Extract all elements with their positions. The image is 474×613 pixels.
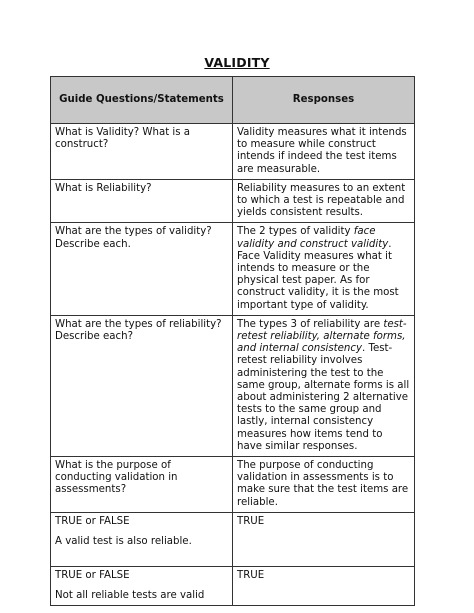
table-row — [51, 223, 415, 315]
response-emphasis: face validity and construct validity — [237, 226, 389, 250]
table-row — [51, 315, 415, 456]
true-false-label: TRUE or FALSE — [55, 569, 130, 581]
response-emphasis: test-retest reliability, alternate forms, and internal consistency — [237, 318, 407, 355]
question-cell: What are the types of validity? Describe each. — [51, 223, 233, 315]
table-header-row — [51, 77, 415, 124]
table-row — [51, 124, 415, 180]
table-row — [51, 512, 415, 566]
response-cell — [233, 315, 415, 456]
response-cell: Validity measures what it intends to measure while construct intends if indeed the test items are measurable. — [233, 124, 415, 180]
response-cell — [233, 223, 415, 315]
table-row — [51, 457, 415, 513]
response-cell: Reliability measures to an extent to which a test is repeatable and yields consistent results. — [233, 179, 415, 223]
header-guide-questions: Guide Questions/Statements — [51, 77, 233, 124]
response-text: . Face Validity measures what it intends to measure or the physical test paper. As for construct validity, it is the most important type of validity. — [237, 238, 399, 311]
statement-text: A valid test is also reliable. — [55, 536, 192, 548]
table-row — [51, 566, 415, 605]
question-cell: What is Reliability? — [51, 179, 233, 223]
question-cell: What are the types of reliability? Describe each? — [51, 315, 233, 456]
response-cell: The purpose of conducting validation in assessments is to make sure that the test items are reliable. — [233, 457, 415, 513]
question-cell — [51, 512, 233, 566]
question-cell — [51, 566, 233, 605]
question-cell: What is the purpose of conducting validation in assessments? — [51, 457, 233, 513]
page-title: VALIDITY — [204, 55, 270, 70]
response-text: The types 3 of reliability are — [237, 318, 384, 330]
true-false-label: TRUE or FALSE — [55, 515, 130, 527]
validity-table — [50, 76, 415, 606]
header-responses: Responses — [233, 77, 415, 124]
question-cell: What is Validity? What is a construct? — [51, 124, 233, 180]
table-row — [51, 179, 415, 223]
response-cell: TRUE — [233, 566, 415, 605]
response-cell: TRUE — [233, 512, 415, 566]
statement-text: Not all reliable tests are valid — [55, 590, 205, 602]
response-text: . Test-retest reliability involves administering the test to the same group, alternate forms is all about administering 2 alternative tests to the same group and lastly, internal consistency measures how items tend to have similar responses. — [237, 343, 410, 452]
response-text: The 2 types of validity — [237, 226, 354, 238]
